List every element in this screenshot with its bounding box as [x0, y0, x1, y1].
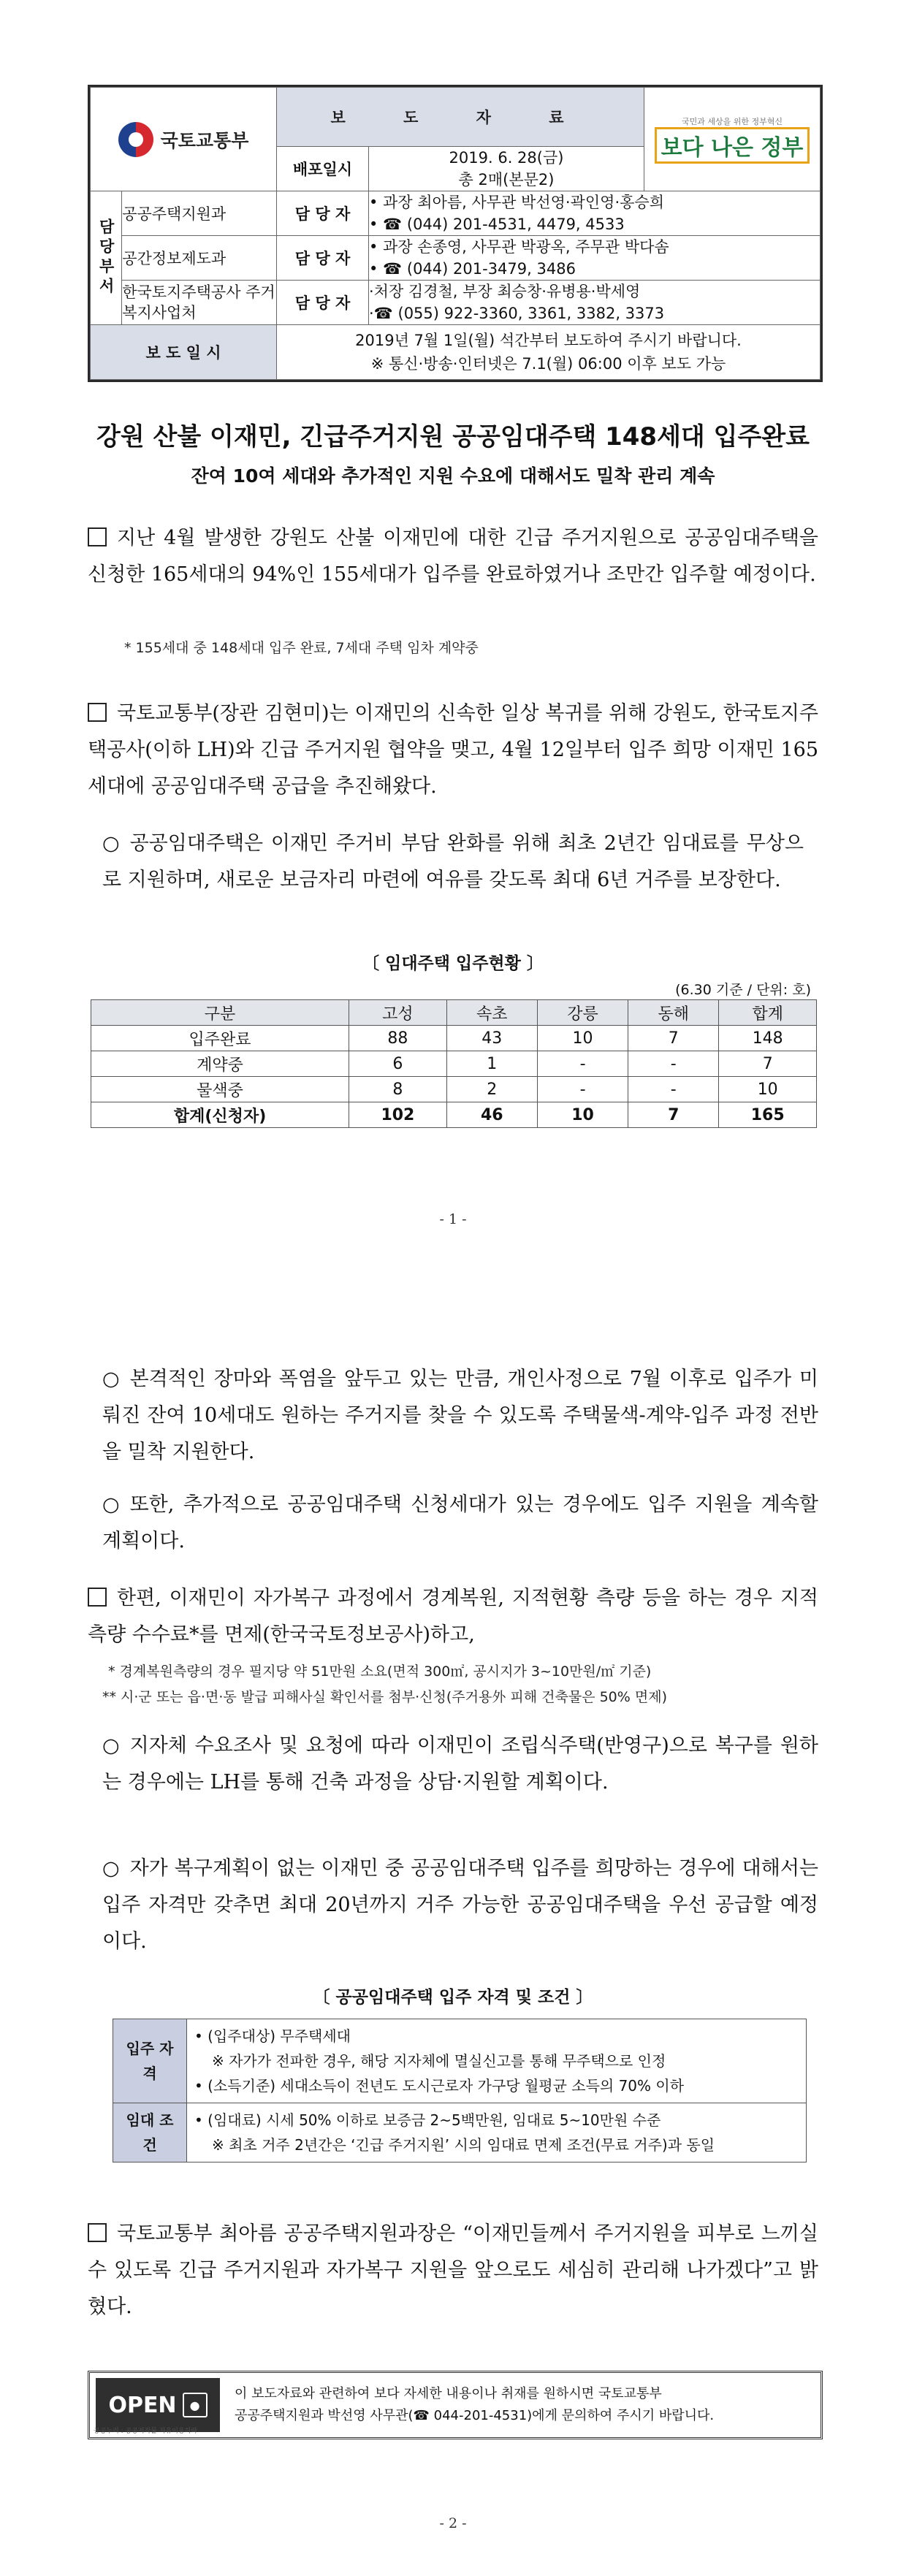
open-license-text [235, 2383, 714, 2427]
table-cell: 합계(신청자) [91, 1102, 349, 1128]
qual-head-conditions: 임대 조건 [113, 2103, 187, 2162]
qual-line: • (입주대상) 무주택세대 [194, 2027, 351, 2045]
table-cell: - [537, 1077, 628, 1102]
table-cell: 입주완료 [91, 1026, 349, 1051]
table-cell: 7 [628, 1102, 719, 1128]
gov-slogan-logo [644, 88, 821, 191]
contact-side-label: 담당부서 [91, 191, 122, 325]
qual-line: ※ 최초 거주 2년간은 ‘긴급 주거지원’ 시의 임대료 면제 조건(무료 거주)과 동일 [212, 2136, 715, 2154]
table-cell: - [628, 1077, 719, 1102]
press-release-title: 보 도 자 료 [277, 88, 644, 147]
role-1: 담 당 자 [277, 191, 369, 236]
release-date: 2019. 6. 28(금) [449, 149, 564, 167]
table-cell: - [628, 1051, 719, 1077]
table-cell: 계약중 [91, 1051, 349, 1077]
release-info [369, 147, 644, 191]
p1-paragraph-3: ○ 공공임대주택은 이재민 주거비 부담 완화를 위해 최초 2년간 임대료를 무상으로 지원하며, 새로운 보금자리 마련에 여유를 갖도록 최대 6년 거주를 보장한다. [102, 826, 804, 899]
table-row [91, 1051, 817, 1077]
table-row [113, 2019, 807, 2103]
role-2: 담 당 자 [277, 236, 369, 281]
qual-line: • (임대료) 시세 50% 이하로 보증금 2~5백만원, 임대료 5~10만원 수준 [194, 2111, 661, 2129]
status-col-header: 속초 [446, 1000, 537, 1026]
contact-1-phone: • ☎ (044) 201-4531, 4479, 4533 [369, 216, 625, 233]
status-table-unit: (6.30 기준 / 단위: 호) [675, 982, 811, 998]
square-bullet-icon [88, 1588, 107, 1607]
open-license-caption: 공공누리 : 공공저작물 자유이용허락 [94, 2428, 198, 2435]
p2-note-1: * 경계복원측량의 경우 필지당 약 51만원 소요(면적 300㎡, 공시지가 3~10만원/㎡ 기준) [108, 1664, 652, 1680]
page-number-2: - 2 - [439, 2515, 467, 2531]
table-cell: 165 [719, 1102, 817, 1128]
embargo-line-2: ※ 통신·방송·인터넷은 7.1(월) 06:00 이후 보도 가능 [370, 355, 726, 373]
gov-slogan: 보다 나은 정부 [655, 127, 810, 164]
qualification-table-title: 〔 공공임대주택 입주 자격 및 조건 〕 [313, 1988, 593, 2007]
p2-paragraph-6: 국토교통부 최아름 공공주택지원과장은 “이재민들께서 주거지원을 피부로 느끼실 수 있도록 긴급 주거지원과 자가복구 지원을 앞으로도 세심히 관리해 나가겠다”고 밝혔다. [88, 2222, 818, 2318]
table-cell: 2 [446, 1077, 537, 1102]
table-cell: 46 [446, 1102, 537, 1128]
status-col-header: 합계 [719, 1000, 817, 1026]
p2-paragraph-2: ○ 또한, 추가적으로 공공임대주택 신청세대가 있는 경우에도 입주 지원을 계속할 계획이다. [102, 1487, 818, 1560]
molit-emblem-icon [118, 122, 153, 157]
p2-paragraph-5: ○ 자가 복구계획이 없는 이재민 중 공공임대주택 입주를 희망하는 경우에 대해서는 입주 자격만 갖추면 최대 20년까지 거주 가능한 공공임대주택을 우선 공급할 예정이다. [102, 1851, 818, 1960]
status-col-header: 구분 [91, 1000, 349, 1026]
dept-1: 공공주택지원과 [122, 191, 277, 236]
p2-paragraph-3: 한편, 이재민이 자가복구 과정에서 경계복원, 지적현황 측량 등을 하는 경우 지적측량 수수료*를 면제(한국국토정보공사)하고, [88, 1587, 818, 1646]
subheadline: 잔여 10여 세대와 추가적인 지원 수요에 대해서도 밀착 관리 계속 [191, 465, 715, 487]
embargo-label: 보 도 일 시 [91, 325, 277, 380]
qual-body-conditions [187, 2103, 807, 2162]
embargo-info [277, 325, 821, 380]
qual-line: ※ 자가가 전파한 경우, 해당 지자체에 멸실신고를 통해 무주택으로 인정 [212, 2052, 666, 2070]
open-license-text-1: 이 보도자료와 관련하여 보다 자세한 내용이나 취재를 원하시면 국토교통부 [235, 2386, 662, 2401]
table-row [91, 1077, 817, 1102]
table-cell: - [537, 1051, 628, 1077]
open-license-word: OPEN [108, 2392, 177, 2418]
p2-paragraph-4: ○ 지자체 수요조사 및 요청에 따라 이재민이 조립식주택(반영구)으로 복구를 원하는 경우에는 LH를 통해 건축 과정을 상담·지원할 계획이다. [102, 1728, 818, 1801]
qual-head-eligibility: 입주 자격 [113, 2019, 187, 2103]
dept-3: 한국토지주택공사 주거복지사업처 [122, 281, 277, 325]
contact-3-people: ·처장 김경철, 부장 최승창·유병용·박세영 [369, 283, 641, 300]
open-license-logo [96, 2378, 220, 2432]
release-label: 배포일시 [277, 147, 369, 191]
p1-paragraph-1: 지난 4월 발생한 강원도 산불 이재민에 대한 긴급 주거지원으로 공공임대주택을 신청한 165세대의 94%인 155세대가 입주를 완료하였거나 조만간 입주할 예정이다. [88, 527, 818, 586]
contact-2-people: • 과장 손종영, 사무관 박광옥, 주무관 박다솜 [369, 238, 669, 256]
table-cell: 7 [719, 1051, 817, 1077]
gov-slogan-small: 국민과 세상을 위한 정부혁신 [681, 116, 783, 126]
table-cell: 8 [349, 1077, 447, 1102]
press-release-header [88, 85, 823, 382]
table-cell: 10 [719, 1077, 817, 1102]
table-cell: 6 [349, 1051, 447, 1077]
ministry-name: 국토교통부 [160, 129, 249, 151]
table-cell: 43 [446, 1026, 537, 1051]
open-license-text-2: 공공주택지원과 박선영 사무관(☎ 044-201-4531)에게 문의하여 주시기 바랍니다. [235, 2408, 715, 2423]
ministry-logo [91, 88, 277, 191]
role-3: 담 당 자 [277, 281, 369, 325]
contact-3 [369, 281, 821, 325]
contact-2 [369, 236, 821, 281]
square-bullet-icon [88, 2223, 107, 2242]
page-number-1: - 1 - [439, 1211, 467, 1227]
table-cell: 10 [537, 1026, 628, 1051]
contact-1 [369, 191, 821, 236]
table-row [113, 2103, 807, 2162]
qual-line: • (소득기준) 세대소득이 전년도 도시근로자 가구당 월평균 소득의 70% 이하 [194, 2077, 685, 2095]
contact-1-people: • 과장 최아름, 사무관 박선영·곽인영·홍승희 [369, 194, 664, 211]
table-row [91, 1026, 817, 1051]
table-cell: 1 [446, 1051, 537, 1077]
table-total-row [91, 1102, 817, 1128]
dept-2: 공간정보제도과 [122, 236, 277, 281]
circle-bullet-icon: ○ [102, 1857, 120, 1880]
qualification-table [113, 2019, 807, 2162]
square-bullet-icon [88, 703, 107, 722]
status-table [91, 999, 817, 1128]
table-cell: 148 [719, 1026, 817, 1051]
embargo-line-1: 2019년 7월 1일(월) 석간부터 보도하여 주시기 바랍니다. [355, 332, 742, 349]
table-cell: 10 [537, 1102, 628, 1128]
p2-paragraph-1: ○ 본격적인 장마와 폭염을 앞두고 있는 만큼, 개인사정으로 7월 이후로 입주가 미뤄진 잔여 10세대도 원하는 주거지를 찾을 수 있도록 주택물색-계약-입주 과정 전반을 밀착 지원한다. [102, 1361, 818, 1471]
qual-body-eligibility [187, 2019, 807, 2103]
table-cell: 물색중 [91, 1077, 349, 1102]
circle-bullet-icon: ○ [102, 1368, 120, 1390]
contact-2-phone: • ☎ (044) 201-3479, 3486 [369, 260, 576, 278]
person-icon: ● [183, 2393, 208, 2417]
square-bullet-icon [88, 527, 107, 546]
release-pages: 총 2매(본문2) [458, 171, 555, 188]
p1-note-1: * 155세대 중 148세대 입주 완료, 7세대 주택 임차 계약중 [124, 640, 479, 656]
circle-bullet-icon: ○ [102, 1734, 120, 1757]
p2-note-2: ** 시·군 또는 읍·면·동 발급 피해사실 확인서를 첨부·신청(주거용外 피해 건축물은 50% 면제) [102, 1689, 667, 1705]
headline: 강원 산불 이재민, 긴급주거지원 공공임대주택 148세대 입주완료 [96, 422, 810, 451]
status-col-header: 동해 [628, 1000, 719, 1026]
circle-bullet-icon: ○ [102, 1493, 120, 1516]
open-license-box [88, 2371, 823, 2439]
status-col-header: 고성 [349, 1000, 447, 1026]
table-cell: 7 [628, 1026, 719, 1051]
status-col-header: 강릉 [537, 1000, 628, 1026]
contact-3-phone: ·☎ (055) 922-3360, 3361, 3382, 3373 [369, 305, 665, 322]
table-cell: 88 [349, 1026, 447, 1051]
table-cell: 102 [349, 1102, 447, 1128]
p1-paragraph-2: 국토교통부(장관 김현미)는 이재민의 신속한 일상 복귀를 위해 강원도, 한국토지주택공사(이하 LH)와 긴급 주거지원 협약을 맺고, 4월 12일부터 입주 희망 이재민 165세대에 공공임대주택 공급을 추진해왔다. [88, 702, 818, 798]
circle-bullet-icon: ○ [102, 832, 120, 855]
status-table-title: 〔 임대주택 입주현황 〕 [362, 954, 544, 973]
